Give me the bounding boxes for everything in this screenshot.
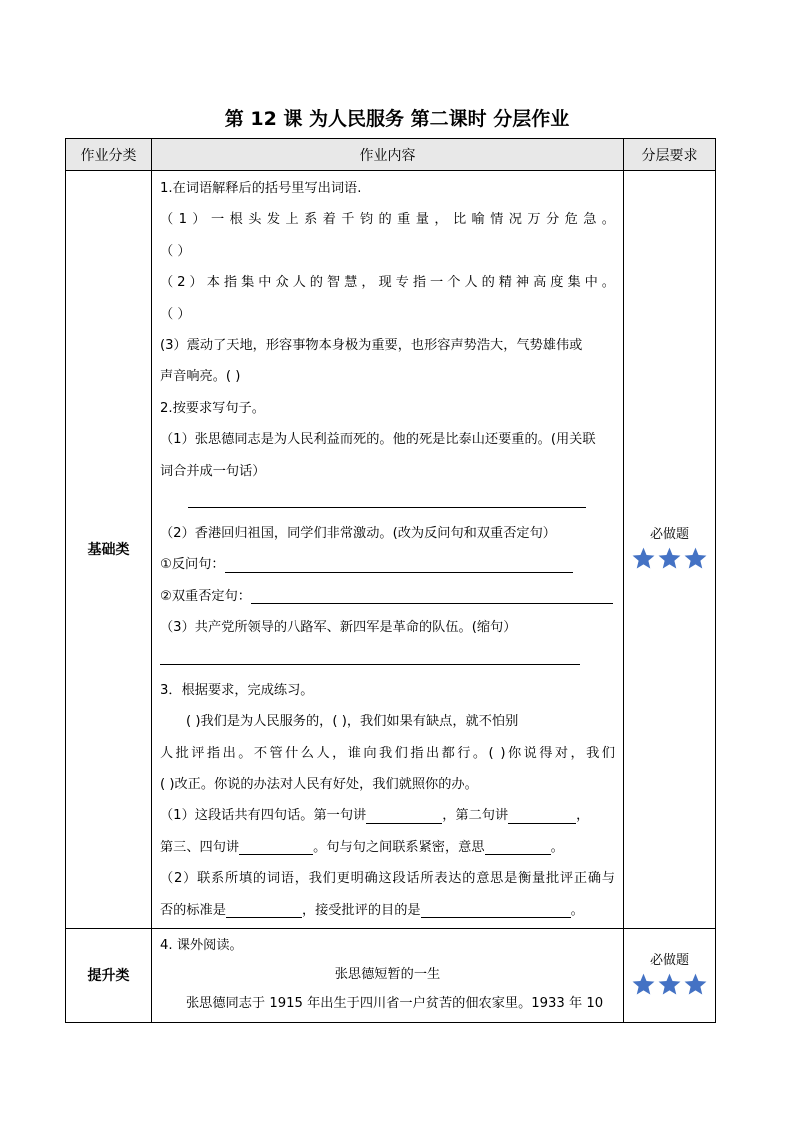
q2-rhetorical-label: ①反问句：: [160, 557, 225, 573]
q1-title: 1.在词语解释后的括号里写出词语.: [160, 181, 362, 196]
article-title: 张思德短暂的一生: [334, 966, 441, 982]
header-content: 作业内容: [152, 139, 624, 171]
q3-sub1-blank3[interactable]: [239, 838, 313, 855]
q3-sub1-blank1[interactable]: [366, 807, 442, 824]
q2-double-negative-answer[interactable]: [251, 587, 613, 604]
q1-item1: （1）一根头发上系着千钧的重量，比喻情况万分危急。: [160, 212, 615, 228]
q2-title: 2.按要求写句子。: [160, 400, 265, 416]
q2-rhetorical-answer[interactable]: [225, 556, 573, 573]
category-advanced: 提升类: [66, 928, 152, 1022]
q1-item3-line1: (3）震动了天地，形容事物本身极为重要，也形容声势浩大，气势雄伟或: [160, 338, 583, 354]
requirement-advanced: [624, 928, 716, 1022]
q2-item3-answer-line[interactable]: [160, 644, 615, 675]
header-category: 作业分类: [66, 139, 152, 171]
star-icon: [631, 546, 656, 571]
content-advanced: [152, 928, 624, 1022]
content-basic: [152, 171, 624, 929]
q2-item2-rhetorical: [160, 549, 615, 580]
q3-sub1-blank4[interactable]: [485, 838, 551, 855]
q2-double-negative-label: ②双重否定句：: [160, 588, 251, 604]
requirement-basic-label: 必做题: [649, 526, 689, 542]
q4-title: 4. 课外阅读。: [160, 937, 243, 953]
star-icon: [657, 546, 682, 571]
q3-sub1-blank2[interactable]: [508, 807, 576, 824]
q3-sub2-line1: （2）联系所填的词语，我们更明确这段话所表达的意思是衡量批评正确与: [160, 871, 615, 887]
q1-item2-answer[interactable]: （ ）: [160, 306, 191, 322]
homework-table: [65, 138, 716, 1023]
article-paragraph: 张思德同志于 1915 年出生于四川省一户贫苦的佃农家里。1933 年 10: [186, 995, 604, 1011]
star-icon: [657, 972, 682, 997]
q3-passage-line3: ( )改正。你说的办法对人民有好处，我们就照你的办。: [160, 776, 478, 792]
q2-item2-double-negative: [160, 581, 615, 612]
table-header-row: [66, 139, 716, 171]
q3-passage-line2: 人批评指出。不管什么人，谁向我们指出都行。( )你说得对，我们: [160, 745, 615, 761]
star-icon: [631, 972, 656, 997]
q3-sub2-blank2[interactable]: [421, 901, 571, 918]
requirement-advanced-stars: [624, 972, 715, 1002]
requirement-advanced-label: 必做题: [649, 952, 689, 968]
q2-item1-line1: （1）张思德同志是为人民利益而死的。他的死是比泰山还要重的。(用关联: [160, 432, 596, 448]
page-title: 第 12 课 为人民服务 第二课时 分层作业: [224, 108, 570, 130]
requirement-basic-stars: [624, 546, 715, 576]
q3-title: 3．根据要求，完成练习。: [160, 682, 314, 698]
star-icon: [683, 546, 708, 571]
star-icon: [683, 972, 708, 997]
q1-item2: （2）本指集中众人的智慧，现专指一个人的精神高度集中。: [160, 275, 615, 291]
q2-item1-line2: 词合并成一句话）: [160, 463, 266, 479]
category-basic: 基础类: [66, 171, 152, 929]
q3-sub1-line2: 第三、四句讲 。句与句之间联系紧密，意思 。: [160, 839, 564, 855]
q1-item1-answer[interactable]: （ ）: [160, 243, 191, 259]
q2-item1-answer-line[interactable]: [160, 487, 615, 518]
requirement-basic: [624, 171, 716, 929]
q3-sub2-blank1[interactable]: [226, 901, 302, 918]
q3-sub1-line1: （1）这段话共有四句话。第一句讲 ，第二句讲 ，: [160, 808, 590, 824]
q3-passage-line1: ( )我们是为人民服务的，( )，我们如果有缺点，就不怕别: [186, 714, 519, 730]
q2-item3: （3）共产党所领导的八路军、新四军是革命的队伍。(缩句）: [160, 620, 517, 636]
q3-sub2-line2: 否的标准是 ，接受批评的目的是 。: [160, 902, 584, 918]
table-row-basic: [66, 171, 716, 929]
header-requirement: 分层要求: [624, 139, 716, 171]
q2-item2: （2）香港回归祖国，同学们非常激动。(改为反问句和双重否定句）: [160, 526, 556, 542]
q1-item3-line2: 声音响亮。( ): [160, 369, 241, 385]
table-row-advanced: [66, 928, 716, 1022]
